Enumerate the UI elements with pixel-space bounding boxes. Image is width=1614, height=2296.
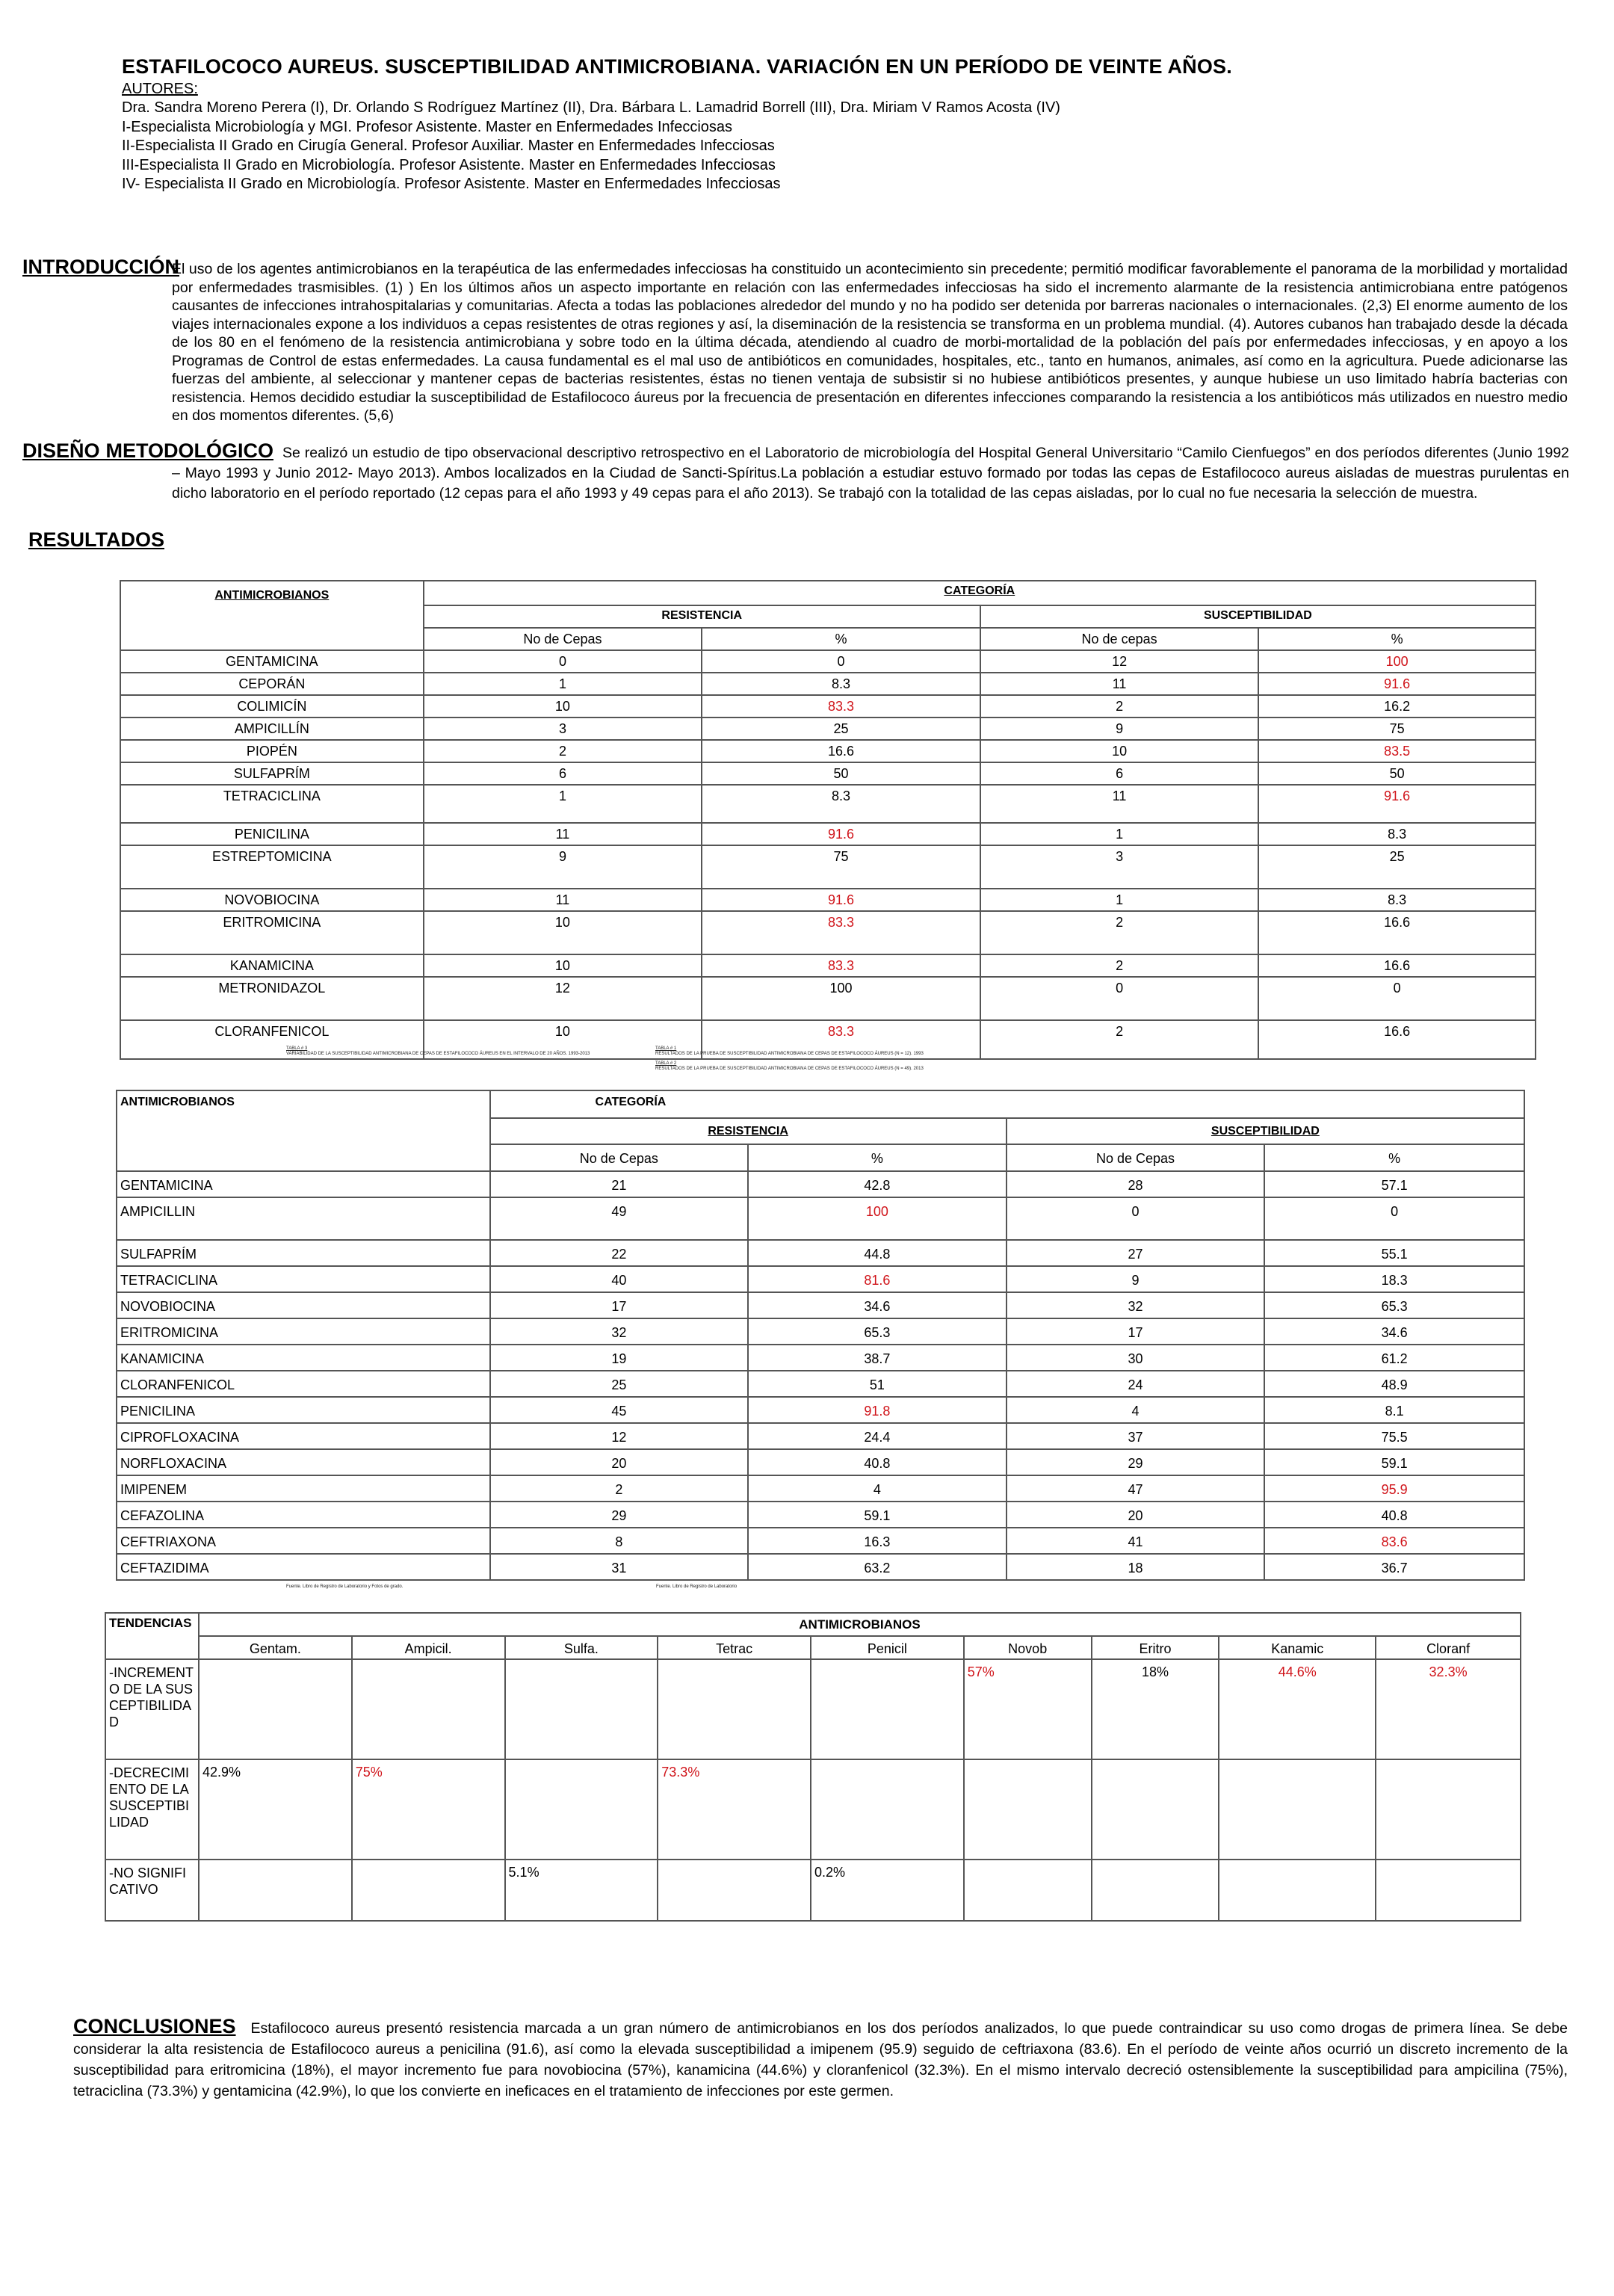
subheader2-sus-pct: %: [1264, 1144, 1524, 1171]
subheader-res-cepas: No de Cepas: [424, 628, 702, 650]
drug-name-cell: GENTAMICINA: [120, 650, 424, 673]
tendencia-value-cell: [658, 1659, 811, 1759]
document-title: ESTAFILOCOCO AUREUS. SUSCEPTIBILIDAD ANTIMICROBIANA. VARIACIÓN EN UN PERÍODO DE VEINTE AÑOS.: [122, 55, 1232, 78]
res-cepas-cell: 6: [424, 762, 702, 785]
res-cepas-cell: 19: [490, 1345, 749, 1371]
res-pct-cell: 75: [702, 845, 980, 889]
tendencia-row: [105, 1759, 1521, 1860]
table-row: [120, 977, 1536, 1020]
sus-pct-cell: 16.2: [1258, 695, 1536, 718]
drug-column-header: Eritro: [1092, 1636, 1219, 1659]
table-row: [117, 1502, 1524, 1528]
source-note-2: Fuente. Libro de Registro de Laboratorio y Fotos de grado.: [286, 1584, 404, 1589]
drug-name-cell: TETRACICLINA: [117, 1266, 490, 1292]
drug-name-cell: CEFTAZIDIMA: [117, 1554, 490, 1580]
table-row: [120, 889, 1536, 911]
tendencia-value-cell: 5.1%: [505, 1860, 658, 1921]
res-pct-cell: 16.6: [702, 740, 980, 762]
res-cepas-cell: 32: [490, 1318, 749, 1345]
drug-name-cell: CEFAZOLINA: [117, 1502, 490, 1528]
sus-pct-cell: 8.1: [1264, 1397, 1524, 1423]
header-susceptibilidad-2: SUSCEPTIBILIDAD: [1007, 1118, 1524, 1144]
drug-column-header: Sulfa.: [505, 1636, 658, 1659]
caption-overlay-tabla3: [286, 1046, 590, 1057]
tendencia-value-cell: 44.6%: [1219, 1659, 1376, 1759]
sus-cepas-cell: 24: [1007, 1371, 1265, 1397]
tendencia-value-cell: [352, 1659, 505, 1759]
res-pct-cell: 65.3: [748, 1318, 1007, 1345]
introduction-heading: INTRODUCCIÓN: [22, 256, 179, 278]
sus-cepas-cell: 2: [980, 1020, 1259, 1059]
subheader2-res-cepas: No de Cepas: [490, 1144, 749, 1171]
sus-pct-cell: 83.6: [1264, 1528, 1524, 1554]
caption-overlay-tabla2: [655, 1061, 924, 1072]
tendencia-value-cell: 42.9%: [199, 1759, 352, 1860]
sus-cepas-cell: 20: [1007, 1502, 1265, 1528]
tendencia-value-cell: [505, 1659, 658, 1759]
res-cepas-cell: 0: [424, 650, 702, 673]
sus-cepas-cell: 37: [1007, 1423, 1265, 1449]
sus-pct-cell: 75.5: [1264, 1423, 1524, 1449]
sus-pct-cell: 34.6: [1264, 1318, 1524, 1345]
tendencia-value-cell: 75%: [352, 1759, 505, 1860]
table-row: [117, 1318, 1524, 1345]
drug-column-header: Novob: [964, 1636, 1092, 1659]
sus-pct-cell: 0: [1258, 977, 1536, 1020]
methodology-text: Se realizó un estudio de tipo observacional descriptivo retrospectivo en el Laboratorio de microbiología del Hospital General Universitario “Camilo Cienfuegos” en dos períodos diferentes (Junio 1992 – Mayo 1993 y Junio 2012- Mayo 2013). Ambos localizados en la Ciudad de Sancti-Spíritus.La población a estudiar estuvo formado por todas las cepas de Estafilococo aureus aisladas de muestras purulentas en dicho laboratorio en el período reportado (12 cepas para el año 1993 y 49 cepas para el año 2013). Se trabajó con la totalidad de las cepas aisladas, por lo cual no fue necesaria la selección de muestra.: [172, 445, 1570, 502]
drug-column-header: Ampicil.: [352, 1636, 505, 1659]
res-cepas-cell: 12: [490, 1423, 749, 1449]
res-cepas-cell: 45: [490, 1397, 749, 1423]
sus-pct-cell: 40.8: [1264, 1502, 1524, 1528]
sus-pct-cell: 100: [1258, 650, 1536, 673]
sus-pct-cell: 36.7: [1264, 1554, 1524, 1580]
tendencia-value-cell: [352, 1860, 505, 1921]
caption-overlay-tabla2-label: TABLA # 2: [655, 1061, 677, 1066]
sus-cepas-cell: 2: [980, 695, 1259, 718]
res-cepas-cell: 12: [424, 977, 702, 1020]
sus-cepas-cell: 0: [1007, 1197, 1265, 1240]
drug-name-cell: TETRACICLINA: [120, 785, 424, 823]
drug-name-cell: SULFAPRÍM: [117, 1240, 490, 1266]
table-row: [117, 1475, 1524, 1502]
sus-cepas-cell: 11: [980, 673, 1259, 695]
caption-overlay-tabla1: [655, 1046, 924, 1057]
header-susceptibilidad: SUSCEPTIBILIDAD: [980, 605, 1536, 628]
drug-header-row: [105, 1636, 1521, 1659]
methodology-section: [22, 441, 1569, 504]
res-cepas-cell: 10: [424, 954, 702, 977]
header-categoria: CATEGORÍA: [424, 581, 1536, 605]
sus-cepas-cell: 4: [1007, 1397, 1265, 1423]
tendencia-label-text: -INCREMENTO DE LA SUSCEPTIBILIDAD: [109, 1665, 194, 1729]
res-cepas-cell: 3: [424, 718, 702, 740]
affiliation-3: III-Especialista II Grado en Microbiología. Profesor Asistente. Master en Enfermedades Infecciosas: [122, 156, 776, 173]
res-pct-cell: 83.3: [702, 1020, 980, 1059]
res-pct-cell: 91.6: [702, 823, 980, 845]
sus-pct-cell: 50: [1258, 762, 1536, 785]
drug-name-cell: PENICILINA: [117, 1397, 490, 1423]
introduction-text: El uso de los agentes antimicrobianos en la terapéutica de las enfermedades infecciosas ha constituido un acontecimiento sin precedente; permitió modificar favorablemente el panorama de la morbilidad y mortalidad por enfermedades trasmisibles. (1) ) En los últimos años un aspecto importante en relación con las enfermedades infecciosas ha sido el incremento alarmante de la resistencia antimicrobiana entre patógenos causantes de infecciones intrahospitalarias y comunitarias. Afecta a todas las poblaciones alrededor del mundo y no ha podido ser detenida por barreras nacionales o internacionales. (2,3) El enorme aumento de los viajes internacionales expone a los individuos a cepas resistentes de otras regiones y así, la diseminación de la resistencia se transforma en un problema mundial. (4). Autores cubanos han trabajado desde la década de los 80 en el fenómeno de la resistencia antimicrobiana y sobre todo en la última década, atendiendo al cuadro de morbi-mortalidad de la población del país por enfermedades infecciosas, y en apoyo a los Programas de Control de estas enfermedades. La causa fundamental es el mal uso de antibióticos en comunidades, hospitales, etc., tanto en humanos, animales, así como en la agricultura. Puede adicionarse las fuerzas del ambiente, al seleccionar y mantener cepas de bacterias resistentes, éstas no tienen ventaja de subsistir si no hubiese antibióticos presentes, y aunque hubiese un uso limitado habría bacterias con resistencia. Hemos decidido estudiar la susceptibilidad de Estafilococo áureus por la frecuencia de presentación en diferentes infecciones comparando la resistencia a los antibióticos más utilizados en nuestro medio en dos momentos diferentes. (5,6): [172, 261, 1568, 424]
tendencia-value-cell: [658, 1860, 811, 1921]
drug-column-header: Penicil: [811, 1636, 964, 1659]
header-tendencias: [105, 1613, 199, 1659]
sus-cepas-cell: 1: [980, 889, 1259, 911]
table-row: [117, 1171, 1524, 1197]
sus-pct-cell: 18.3: [1264, 1266, 1524, 1292]
sus-pct-cell: 91.6: [1258, 673, 1536, 695]
drug-name-cell: COLIMICÍN: [120, 695, 424, 718]
table-1993: [120, 580, 1536, 1060]
sus-cepas-cell: 17: [1007, 1318, 1265, 1345]
tendencia-value-cell: 18%: [1092, 1659, 1219, 1759]
sus-cepas-cell: 30: [1007, 1345, 1265, 1371]
tendencia-value-cell: [964, 1860, 1092, 1921]
res-pct-cell: 50: [702, 762, 980, 785]
res-pct-cell: 83.3: [702, 911, 980, 954]
res-pct-cell: 4: [748, 1475, 1007, 1502]
res-cepas-cell: 25: [490, 1371, 749, 1397]
sus-pct-cell: 95.9: [1264, 1475, 1524, 1502]
affiliation-4: IV- Especialista II Grado en Microbiología. Profesor Asistente. Master en Enfermedades Infecciosas: [122, 176, 781, 192]
sus-pct-cell: 0: [1264, 1197, 1524, 1240]
table-row: [117, 1371, 1524, 1397]
res-cepas-cell: 2: [490, 1475, 749, 1502]
sus-cepas-cell: 2: [980, 954, 1259, 977]
drug-name-cell: KANAMICINA: [117, 1345, 490, 1371]
table-row: [117, 1197, 1524, 1240]
sus-pct-cell: 75: [1258, 718, 1536, 740]
sus-cepas-cell: 11: [980, 785, 1259, 823]
table-row: [117, 1345, 1524, 1371]
sus-cepas-cell: 6: [980, 762, 1259, 785]
drug-name-cell: CEFTRIAXONA: [117, 1528, 490, 1554]
table-1993-body: [120, 650, 1536, 1059]
tendencia-value-cell: [964, 1759, 1092, 1860]
tendencia-value-cell: 73.3%: [658, 1759, 811, 1860]
tendencia-value-cell: [1092, 1860, 1219, 1921]
drug-column-header: Cloranf: [1376, 1636, 1521, 1659]
sus-pct-cell: 83.5: [1258, 740, 1536, 762]
sus-cepas-cell: 12: [980, 650, 1259, 673]
res-cepas-cell: 17: [490, 1292, 749, 1318]
sus-cepas-cell: 1: [980, 823, 1259, 845]
document-header: [122, 54, 1542, 194]
drug-name-cell: AMPICILLÍN: [120, 718, 424, 740]
sus-pct-cell: 8.3: [1258, 823, 1536, 845]
res-cepas-cell: 10: [424, 911, 702, 954]
sus-pct-cell: 8.3: [1258, 889, 1536, 911]
res-cepas-cell: 10: [424, 1020, 702, 1059]
tendencia-value-cell: 57%: [964, 1659, 1092, 1759]
sus-cepas-cell: 0: [980, 977, 1259, 1020]
tendencia-label: [105, 1659, 199, 1759]
res-pct-cell: 24.4: [748, 1423, 1007, 1449]
drug-name-cell: SULFAPRÍM: [120, 762, 424, 785]
sus-pct-cell: 55.1: [1264, 1240, 1524, 1266]
sus-cepas-cell: 41: [1007, 1528, 1265, 1554]
res-pct-cell: 0: [702, 650, 980, 673]
res-cepas-cell: 11: [424, 823, 702, 845]
res-pct-cell: 44.8: [748, 1240, 1007, 1266]
conclusions-heading: CONCLUSIONES: [73, 2015, 236, 2037]
header-resistencia-2: RESISTENCIA: [490, 1118, 1007, 1144]
tendencia-value-cell: [1219, 1860, 1376, 1921]
tendencia-label-text: -DECRECIMIENTO DE LA SUSCEPTIBILIDAD: [109, 1765, 190, 1830]
caption-overlay-tabla1-text: RESULTADOS DE LA PRUEBA DE SUSCEPTIBILIDAD ANTIMICROBIANA DE CEPAS DE ESTAFILOCOCO ÁUREUS (N = 12). 1993: [655, 1052, 924, 1056]
res-pct-cell: 91.6: [702, 889, 980, 911]
table-row: [117, 1554, 1524, 1580]
sus-cepas-cell: 27: [1007, 1240, 1265, 1266]
res-pct-cell: 42.8: [748, 1171, 1007, 1197]
caption-overlay-tabla2-text: RESULTADOS DE LA PRUEBA DE SUSCEPTIBILIDAD ANTIMICROBIANA DE CEPAS DE ESTAFILOCOCO ÁUREUS (N = 49). 2013: [655, 1067, 924, 1071]
res-cepas-cell: 8: [490, 1528, 749, 1554]
table-row: [120, 911, 1536, 954]
drug-column-header: Gentam.: [199, 1636, 352, 1659]
table-row: [117, 1266, 1524, 1292]
drug-name-cell: IMIPENEM: [117, 1475, 490, 1502]
drug-name-cell: CLORANFENICOL: [120, 1020, 424, 1059]
res-cepas-cell: 20: [490, 1449, 749, 1475]
caption-overlay-tabla3-label: TABLA # 3: [286, 1046, 308, 1051]
drug-name-cell: ERITROMICINA: [120, 911, 424, 954]
tendencia-value-cell: [811, 1759, 964, 1860]
drug-name-cell: PENICILINA: [120, 823, 424, 845]
res-pct-cell: 83.3: [702, 954, 980, 977]
res-pct-cell: 8.3: [702, 785, 980, 823]
tendencia-value-cell: [1376, 1759, 1521, 1860]
table-row: [117, 1528, 1524, 1554]
affiliation-2: II-Especialista II Grado en Cirugía General. Profesor Auxiliar. Master en Enfermedades Infecciosas: [122, 138, 775, 154]
res-pct-cell: 16.3: [748, 1528, 1007, 1554]
table-row: [120, 650, 1536, 673]
caption-overlay-tabla3-text: VARIABILIDAD DE LA SUSCEPTIBILIDAD ANTIMICROBIANA DE CEPAS DE ESTAFILOCOCO ÁUREUS EN EL INTERVALO DE 20 AÑOS. 1993-2013: [286, 1052, 590, 1056]
authors-label: AUTORES:: [122, 81, 198, 97]
sus-cepas-cell: 9: [980, 718, 1259, 740]
table-row: [120, 673, 1536, 695]
sus-pct-cell: 57.1: [1264, 1171, 1524, 1197]
table-row: [120, 954, 1536, 977]
sus-pct-cell: 48.9: [1264, 1371, 1524, 1397]
affiliation-1: I-Especialista Microbiología y MGI. Profesor Asistente. Master en Enfermedades Infecciosas: [122, 118, 733, 135]
methodology-heading: DISEÑO METODOLÓGICO: [22, 439, 273, 462]
res-cepas-cell: 21: [490, 1171, 749, 1197]
table-row: [117, 1240, 1524, 1266]
drug-name-cell: CLORANFENICOL: [117, 1371, 490, 1397]
res-cepas-cell: 31: [490, 1554, 749, 1580]
tendencia-label: [105, 1759, 199, 1860]
tendencia-label-text: -NO SIGNIFICATIVO: [109, 1866, 186, 1897]
drug-name-cell: GENTAMICINA: [117, 1171, 490, 1197]
sus-pct-cell: 65.3: [1264, 1292, 1524, 1318]
res-cepas-cell: 9: [424, 845, 702, 889]
conclusions-text: Estafilococo aureus presentó resistencia marcada a un gran número de antimicrobianos en los dos períodos analizados, lo que puede contraindicar su uso como drogas de primera línea. Se debe considerar la alta resistencia de Estafilococo aureus a penicilina (91.6), así como la elevada susceptibilidad a imipenem (95.9) seguido de ceftriaxona (83.6). En el período de veinte años ocurrió un discreto incremento de la susceptibilidad para eritromicina (18%), el mayor incremento fue para novobiocina (57%), kanamicina (44.6%) y cloranfenicol (32.3%). En el mismo intervalo decreció ostensiblemente la susceptibilidad para ampicilina (75%), tetraciclina (73.3%) y gentamicina (42.9%), lo que los convierte en ineficaces en el tratamiento de infecciones por este germen.: [73, 2020, 1568, 2099]
table-row: [120, 762, 1536, 785]
res-cepas-cell: 49: [490, 1197, 749, 1240]
res-cepas-cell: 29: [490, 1502, 749, 1528]
introduction-section: [22, 258, 1568, 425]
res-pct-cell: 83.3: [702, 695, 980, 718]
res-pct-cell: 51: [748, 1371, 1007, 1397]
tendencia-row: [105, 1860, 1521, 1921]
tendencia-value-cell: [1092, 1759, 1219, 1860]
res-cepas-cell: 22: [490, 1240, 749, 1266]
tendencia-label: [105, 1860, 199, 1921]
tendencia-value-cell: [199, 1659, 352, 1759]
drug-name-cell: NORFLOXACINA: [117, 1449, 490, 1475]
subheader2-res-pct: %: [748, 1144, 1007, 1171]
caption-overlay-tabla1-label: TABLA # 1: [655, 1046, 677, 1051]
tendencia-value-cell: [1376, 1860, 1521, 1921]
drug-name-cell: NOVOBIOCINA: [120, 889, 424, 911]
res-pct-cell: 63.2: [748, 1554, 1007, 1580]
res-cepas-cell: 10: [424, 695, 702, 718]
header-categoria-2: CATEGORÍA: [490, 1090, 1524, 1118]
tendencia-value-cell: [811, 1659, 964, 1759]
table-2013-body: [117, 1171, 1524, 1580]
sus-cepas-cell: 9: [1007, 1266, 1265, 1292]
drug-name-cell: KANAMICINA: [120, 954, 424, 977]
table-2013: [116, 1090, 1525, 1581]
res-cepas-cell: 1: [424, 785, 702, 823]
drug-name-cell: CIPROFLOXACINA: [117, 1423, 490, 1449]
subheader-res-pct: %: [702, 628, 980, 650]
drug-name-cell: PIOPÉN: [120, 740, 424, 762]
res-pct-cell: 40.8: [748, 1449, 1007, 1475]
header-antimicrobianos: ANTIMICROBIANOS: [120, 581, 424, 650]
drug-name-cell: AMPICILLIN: [117, 1197, 490, 1240]
res-pct-cell: 25: [702, 718, 980, 740]
results-heading: RESULTADOS: [28, 528, 164, 551]
drug-name-cell: ESTREPTOMICINA: [120, 845, 424, 889]
sus-cepas-cell: 32: [1007, 1292, 1265, 1318]
header-antimicrobianos-2: ANTIMICROBIANOS: [117, 1090, 490, 1171]
tendencia-value-cell: [199, 1860, 352, 1921]
table-row: [117, 1292, 1524, 1318]
table-row: [120, 695, 1536, 718]
res-pct-cell: 100: [748, 1197, 1007, 1240]
table-row: [120, 845, 1536, 889]
sus-cepas-cell: 3: [980, 845, 1259, 889]
source-note-1: Fuente. Libro de Registro de Laboratorio: [656, 1584, 738, 1589]
drug-name-cell: CEPORÁN: [120, 673, 424, 695]
table-row: [117, 1449, 1524, 1475]
res-cepas-cell: 11: [424, 889, 702, 911]
sus-pct-cell: 16.6: [1258, 954, 1536, 977]
res-pct-cell: 34.6: [748, 1292, 1007, 1318]
sus-pct-cell: 16.6: [1258, 911, 1536, 954]
res-cepas-cell: 40: [490, 1266, 749, 1292]
res-pct-cell: 100: [702, 977, 980, 1020]
conclusions-section: [73, 2016, 1568, 2102]
drug-column-header: Kanamic: [1219, 1636, 1376, 1659]
drug-name-cell: NOVOBIOCINA: [117, 1292, 490, 1318]
res-pct-cell: 91.8: [748, 1397, 1007, 1423]
res-pct-cell: 38.7: [748, 1345, 1007, 1371]
table-row: [117, 1423, 1524, 1449]
sus-pct-cell: 16.6: [1258, 1020, 1536, 1059]
sus-cepas-cell: 47: [1007, 1475, 1265, 1502]
table-row: [120, 718, 1536, 740]
subheader2-sus-cepas: No de Cepas: [1007, 1144, 1265, 1171]
table-row: [120, 823, 1536, 845]
tendencias-body: [105, 1659, 1521, 1921]
header-resistencia: RESISTENCIA: [424, 605, 980, 628]
table-row: [120, 785, 1536, 823]
res-cepas-cell: 1: [424, 673, 702, 695]
sus-cepas-cell: 29: [1007, 1449, 1265, 1475]
sus-pct-cell: 59.1: [1264, 1449, 1524, 1475]
drug-name-cell: METRONIDAZOL: [120, 977, 424, 1020]
sus-pct-cell: 91.6: [1258, 785, 1536, 823]
tendencia-value-cell: [505, 1759, 658, 1860]
table-row: [120, 740, 1536, 762]
table-row: [117, 1397, 1524, 1423]
drug-column-header: Tetrac: [658, 1636, 811, 1659]
sus-pct-cell: 25: [1258, 845, 1536, 889]
res-pct-cell: 81.6: [748, 1266, 1007, 1292]
sus-cepas-cell: 18: [1007, 1554, 1265, 1580]
drug-name-cell: ERITROMICINA: [117, 1318, 490, 1345]
tendencia-value-cell: 32.3%: [1376, 1659, 1521, 1759]
header-tendencias-label: TENDENCIAS: [109, 1616, 192, 1630]
authors-list: Dra. Sandra Moreno Perera (I), Dr. Orlando S Rodríguez Martínez (II), Dra. Bárbara L. Lamadrid Borrell (III), Dra. Miriam V Ramos Acosta (IV): [122, 99, 1060, 116]
header-antimicrobianos-3: ANTIMICROBIANOS: [199, 1613, 1521, 1636]
sus-cepas-cell: 2: [980, 911, 1259, 954]
tendencia-value-cell: [1219, 1759, 1376, 1860]
res-pct-cell: 59.1: [748, 1502, 1007, 1528]
sus-pct-cell: 61.2: [1264, 1345, 1524, 1371]
tendencias-table: [105, 1612, 1521, 1922]
res-cepas-cell: 2: [424, 740, 702, 762]
res-pct-cell: 8.3: [702, 673, 980, 695]
sus-cepas-cell: 28: [1007, 1171, 1265, 1197]
tendencia-value-cell: 0.2%: [811, 1860, 964, 1921]
subheader-sus-cepas: No de cepas: [980, 628, 1259, 650]
subheader-sus-pct: %: [1258, 628, 1536, 650]
tendencia-row: [105, 1659, 1521, 1759]
sus-cepas-cell: 10: [980, 740, 1259, 762]
